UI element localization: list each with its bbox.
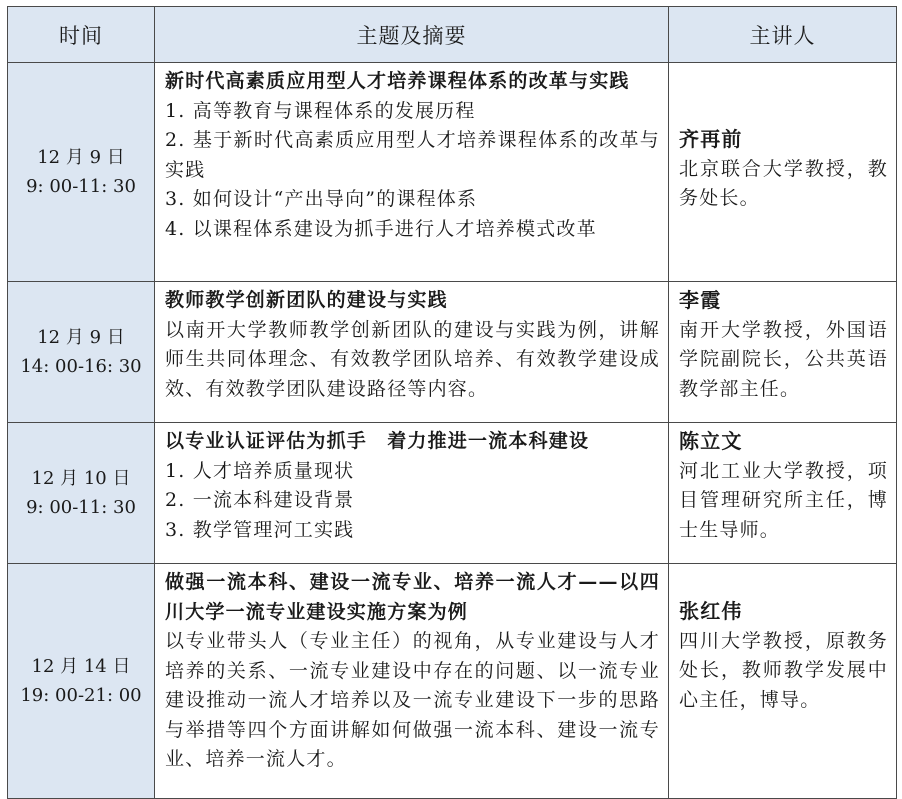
speaker-description: 南开大学教授，外国语学院副院长，公共英语教学部主任。: [679, 318, 888, 400]
topic-summary: 以专业带头人（专业主任）的视角，从专业建设与人才培养的关系、一流专业建设中存在的问题、以一流专业建设推动一流人才培养以及一流专业建设下一步的思路与举措等四个方面讲解如何做强一流本科、建设一流专业、培养一流人才。: [165, 630, 660, 770]
speaker-description: 河北工业大学教授，项目管理研究所主任，博士生导师。: [679, 459, 888, 541]
topic-cell: [155, 63, 669, 282]
topic-title: 新时代高素质应用型人才培养课程体系的改革与实践: [165, 70, 630, 92]
header-row: [8, 7, 897, 63]
topic-summary: 以南开大学教师教学创新团队的建设与实践为例，讲解师生共同体理念、有效教学团队培养、有效教学建设成效、有效教学团队建设路径等内容。: [165, 318, 660, 400]
speaker-cell: [669, 282, 897, 423]
speaker-description: 北京联合大学教授，教务处长。: [679, 157, 888, 209]
session-time: 9: 00-11: 30: [26, 176, 136, 197]
session-date: 12 月 9 日: [37, 327, 125, 348]
header-time: 时间: [8, 7, 155, 63]
table-row: [8, 564, 897, 799]
time-cell: [8, 564, 155, 799]
speaker-cell: [669, 564, 897, 799]
speaker-name: 张红伟: [679, 599, 743, 623]
time-cell: [8, 63, 155, 282]
topic-cell: [155, 423, 669, 564]
session-date: 12 月 14 日: [31, 656, 131, 677]
topic-item: 3. 教学管理河工实践: [165, 518, 355, 541]
table-row: [8, 423, 897, 564]
topic-item: 2. 基于新时代高素质应用型人才培养课程体系的改革与实践: [165, 129, 660, 181]
speaker-cell: [669, 423, 897, 564]
header-topic: 主题及摘要: [155, 7, 669, 63]
speaker-cell: [669, 63, 897, 282]
speaker-name: 陈立文: [679, 429, 743, 453]
session-time: 19: 00-21: 00: [20, 685, 142, 706]
topic-title: 教师教学创新团队的建设与实践: [165, 289, 448, 311]
topic-item: 3. 如何设计“产出导向”的课程体系: [165, 188, 478, 210]
topic-cell: [155, 564, 669, 799]
topic-item: 4. 以课程体系建设为抓手进行人才培养模式改革: [165, 217, 597, 240]
table-row: [8, 63, 897, 282]
speaker-description: 四川大学教授，原教务处长，教师教学发展中心主任，博导。: [679, 629, 888, 711]
time-cell: [8, 282, 155, 423]
session-time: 14: 00-16: 30: [20, 356, 142, 377]
topic-title: 做强一流本科、建设一流专业、培养一流人才——以四川大学一流专业建设实施方案为例: [165, 571, 660, 623]
session-time: 9: 00-11: 30: [26, 497, 136, 518]
speaker-name: 齐再前: [679, 127, 743, 151]
topic-item: 1. 高等教育与课程体系的发展历程: [165, 99, 476, 122]
table-row: [8, 282, 897, 423]
session-date: 12 月 9 日: [37, 147, 125, 168]
topic-cell: [155, 282, 669, 423]
topic-title: 以专业认证评估为抓手 着力推进一流本科建设: [165, 430, 590, 452]
topic-item: 2. 一流本科建设背景: [165, 489, 355, 511]
header-speaker: 主讲人: [669, 7, 897, 63]
lecture-schedule-table: [7, 6, 897, 799]
topic-item: 1. 人才培养质量现状: [165, 459, 355, 482]
speaker-name: 李霞: [679, 288, 722, 312]
time-cell: [8, 423, 155, 564]
session-date: 12 月 10 日: [31, 468, 131, 489]
